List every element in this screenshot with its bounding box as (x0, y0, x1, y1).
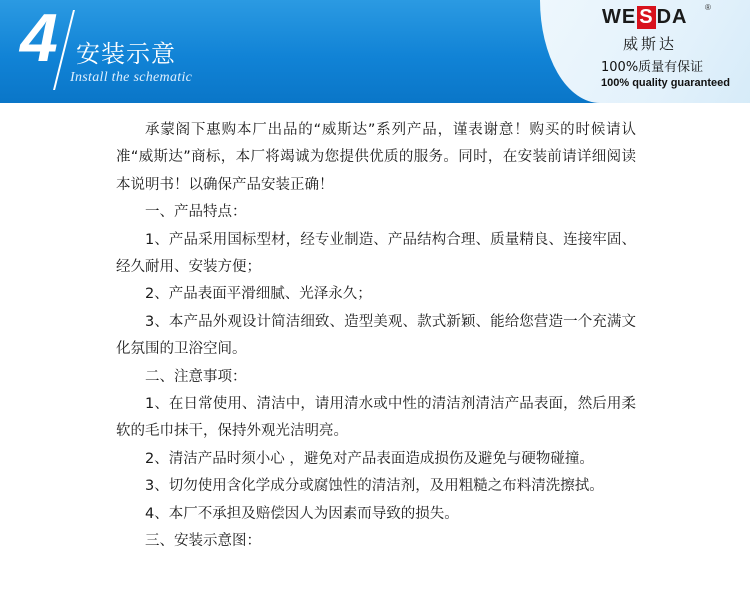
features-heading: 一、产品特点： (145, 204, 247, 221)
notes-heading: 二、注意事项： (145, 368, 247, 385)
brand-logo (602, 6, 687, 29)
section-number: 4 (20, 0, 58, 76)
note-item: 4、本厂不承担及赔偿因人为因素而导致的损失。 (145, 505, 459, 522)
section-subtitle: Install the schematic (70, 70, 193, 85)
logo-suffix: DA (656, 6, 688, 28)
instruction-body (116, 117, 636, 556)
feature-item: 1、产品采用国标型材，经专业制造、产品结构合理、质量精良、连接牢固、经久耐用、安装方便； (116, 231, 636, 276)
quality-claim-cn: 100%质量有保证 (601, 60, 704, 75)
intro-paragraph: 承蒙阁下惠购本厂出品的“威斯达”系列产品，谨表谢意！购买的时候请认准“威斯达”商标，本厂将竭诚为您提供优质的服务。同时，在安装前请详细阅读本说明书！以确保产品安装正确！ (116, 122, 636, 193)
note-item: 2、清洁产品时须小心 ，避免对产品表面造成损伤及避免与硬物碰撞。 (145, 450, 594, 467)
diagram-heading: 三、安装示意图： (145, 533, 261, 550)
quality-claim-en: 100% quality guaranteed (601, 77, 730, 89)
brand-name-cn: 威斯达 (623, 35, 678, 53)
feature-item: 3、本产品外观设计简洁细致、造型美观、款式新颖、能给您营造一个充满文化氛围的卫浴空间。 (116, 313, 636, 358)
logo-prefix: WE (602, 6, 637, 28)
note-item: 1、在日常使用、清洁中，请用清水或中性的清洁剂清洁产品表面，然后用柔软的毛巾抹干，保持外观光洁明亮。 (116, 396, 636, 440)
note-item: 3、切勿使用含化学成分或腐蚀性的清洁剂，及用粗糙之布料清洗擦拭。 (145, 478, 604, 495)
feature-item: 2、产品表面平滑细腻、光泽永久； (145, 286, 372, 303)
registered-mark: ® (705, 3, 711, 12)
logo-highlight: S (639, 6, 654, 28)
section-title: 安装示意 (76, 40, 176, 68)
